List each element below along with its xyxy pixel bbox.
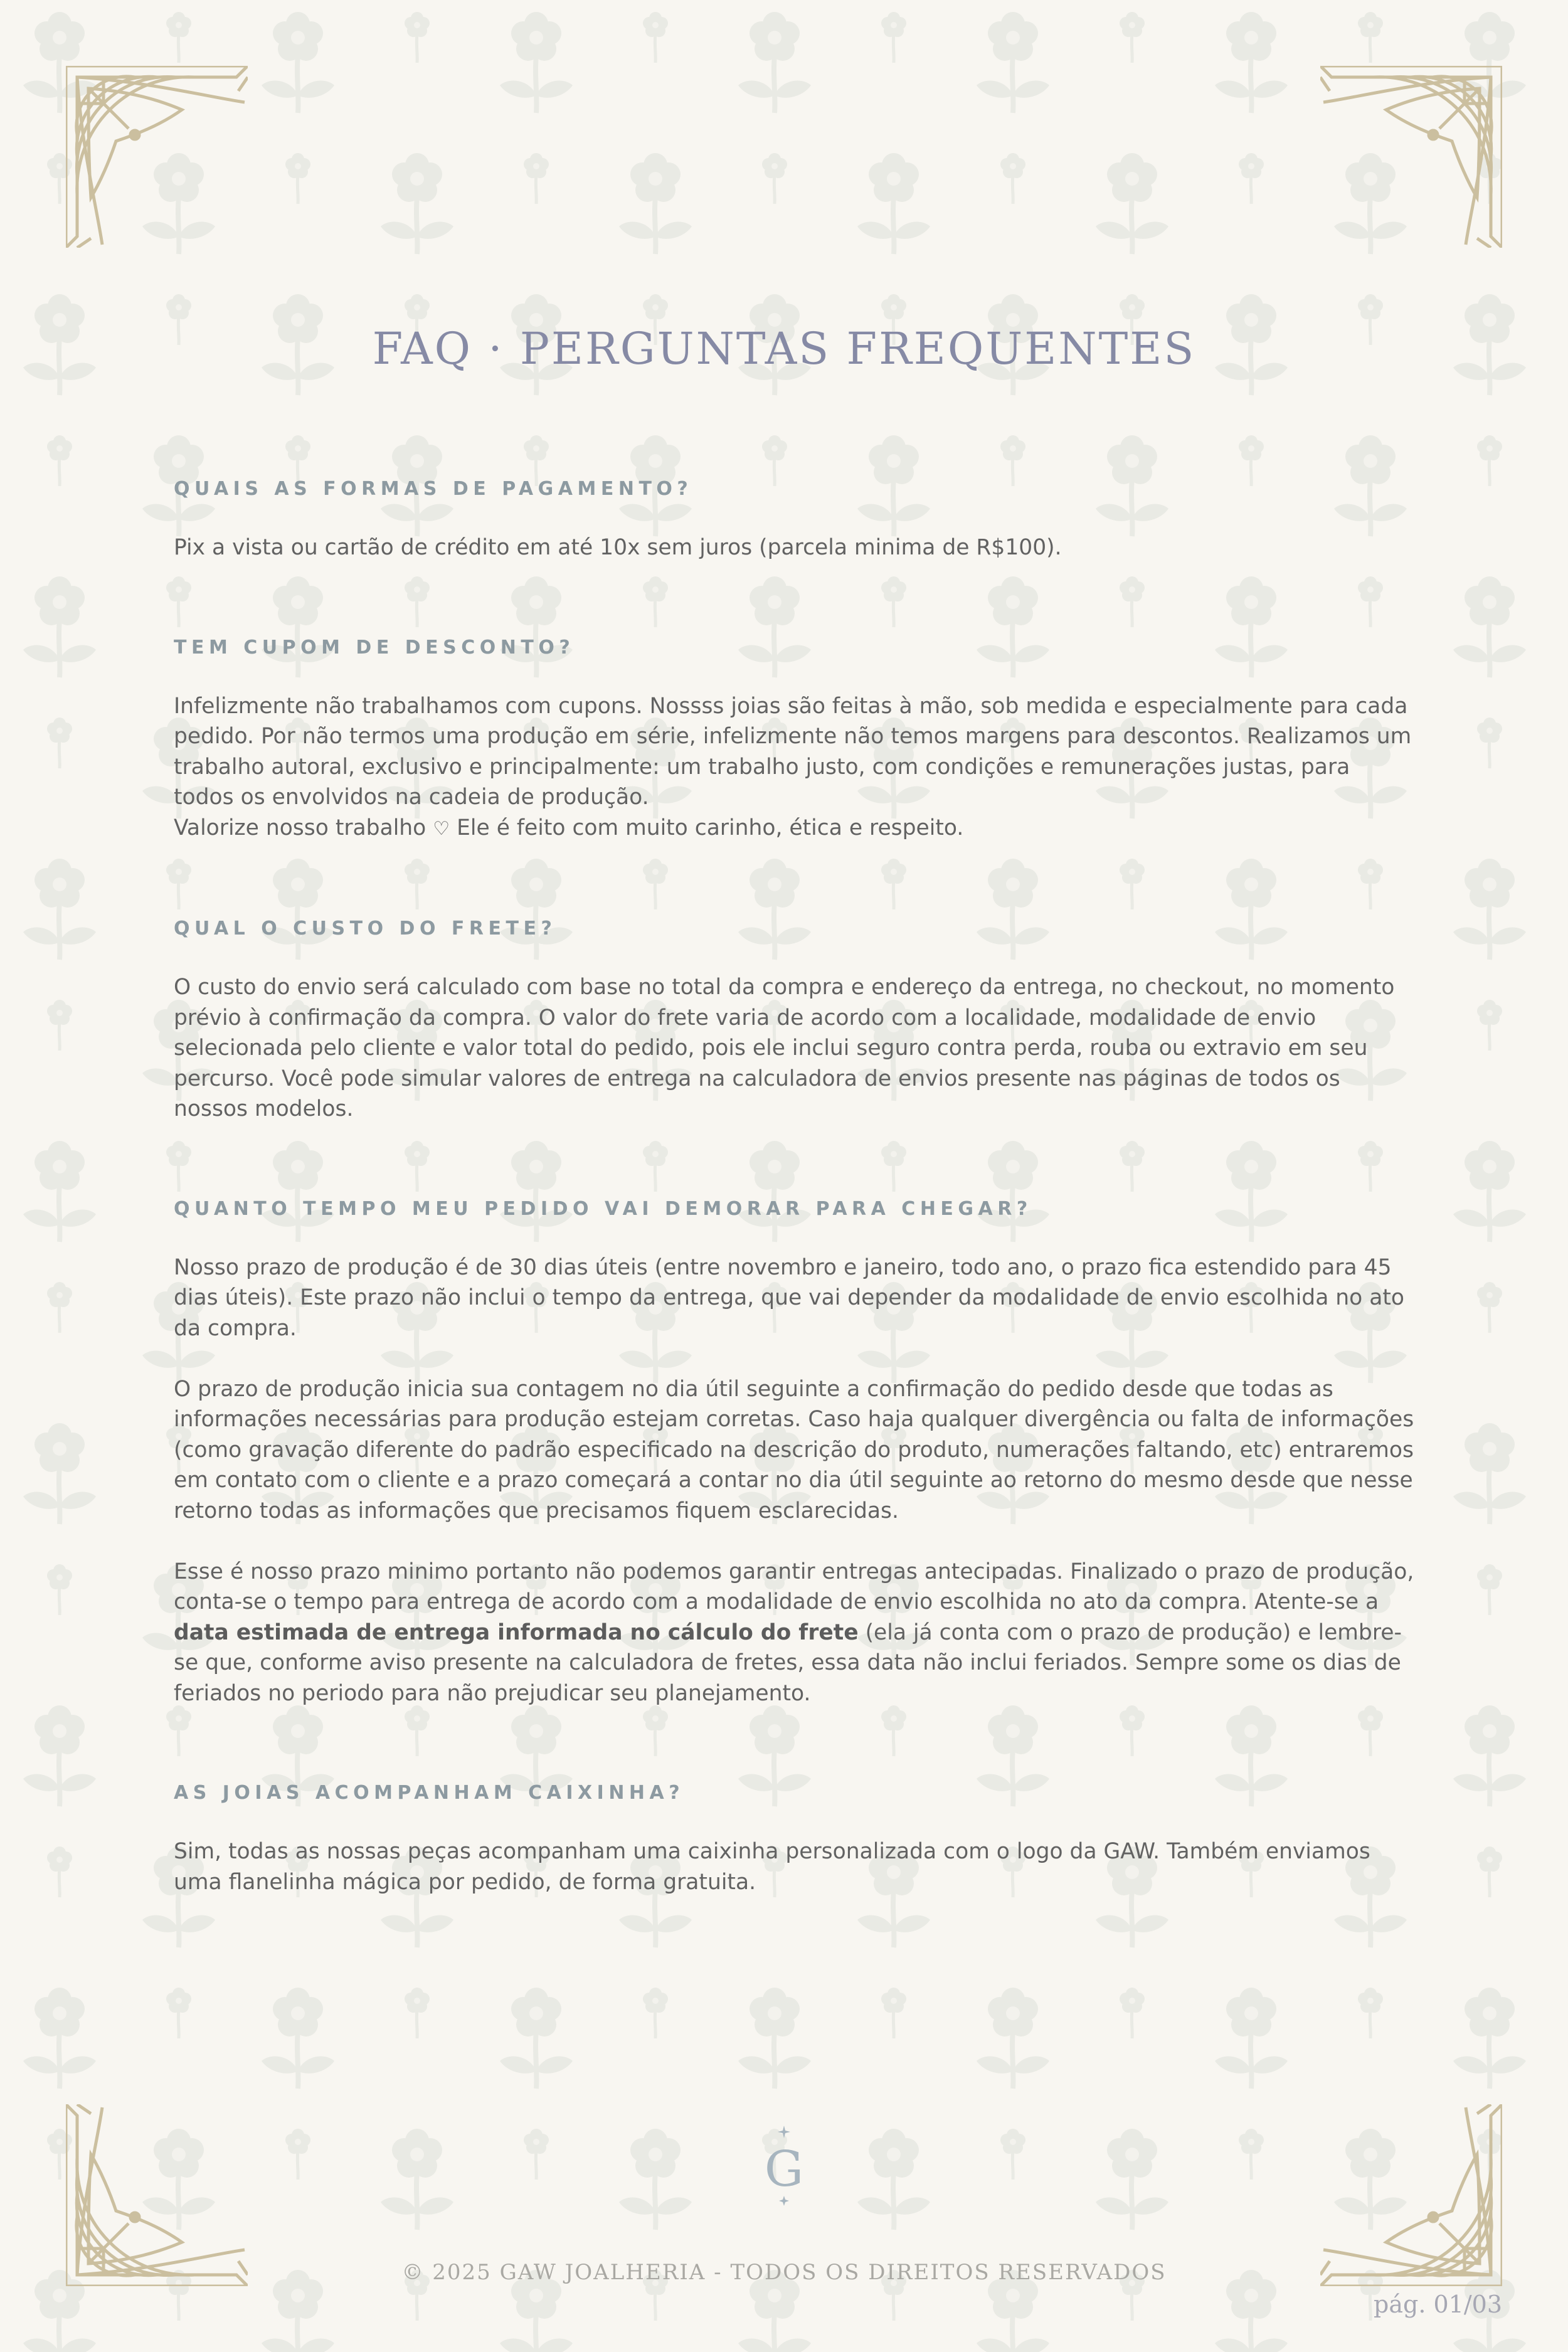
faq-item-box bbox=[174, 1777, 1416, 1897]
faq-answer-closing: Valorize nosso trabalho bbox=[174, 815, 426, 840]
faq-item-delivery-time bbox=[174, 1194, 1416, 1709]
faq-answer-text: (ela já conta com o prazo de produção) e lembre-se que, conforme aviso presente na calculadora de fretes, essa data não inclui feriados. Sempre some os dias de feriados no periodo para não prejudicar seu planejamento. bbox=[174, 1619, 1402, 1706]
faq-answer: O prazo de produção inicia sua contagem no dia útil seguinte a confirmação do pedido desde que todas as informações necessárias para produção estejam corretas. Caso haja qualquer divergência ou falta de informações (como gravação diferente do padrão especificado na descrição do produto, numerações faltando, etc) entraremos em contato com o cliente e a prazo começará a contar no dia útil seguinte ao retorno do mesmo desde que nesse retorno todas as informações que precisamos fiquem esclarecidas. bbox=[174, 1376, 1414, 1523]
faq-question: QUAIS AS FORMAS DE PAGAMENTO? bbox=[174, 478, 693, 500]
faq-answer bbox=[174, 691, 1416, 845]
faq-item-coupon bbox=[174, 632, 1416, 845]
corner-ornament-top-right bbox=[1320, 66, 1502, 248]
faq-item-payment bbox=[174, 474, 1416, 563]
heart-icon: ♡ bbox=[433, 817, 450, 840]
page-number: pág. 01/03 bbox=[1374, 2291, 1502, 2318]
faq-answer-emphasis: data estimada de entrega informada no cálculo do frete bbox=[174, 1619, 859, 1645]
faq-answer: O custo do envio será calculado com base no total da compra e endereço da entrega, no checkout, no momento prévio à confirmação da compra. O valor do frete varia de acordo com a localidade, modalidade de envio selecionada pelo cliente e valor total do pedido, pois ele inclui seguro contra perda, rouba ou extravio em seu percurso. Você pode simular valores de entrega na calculadora de envios presente nas páginas de todos os nossos modelos. bbox=[174, 975, 1395, 1121]
faq-item-shipping-cost bbox=[174, 913, 1416, 1125]
faq-question: TEM CUPOM DE DESCONTO? bbox=[174, 636, 575, 659]
corner-ornament-bottom-right bbox=[1320, 2104, 1502, 2286]
faq-answer: Nosso prazo de produção é de 30 dias úteis (entre novembro e janeiro, todo ano, o prazo fica estendido para 45 dias úteis). Este prazo não inclui o tempo da entrega, que vai depender da modalidade de envio escolhida no ato da compra. bbox=[174, 1254, 1405, 1341]
corner-ornament-top-left bbox=[66, 66, 248, 248]
logo-letter: G bbox=[764, 2141, 804, 2198]
copyright-footer: © 2025 GAW JOALHERIA - TODOS OS DIREITOS RESERVADOS bbox=[401, 2260, 1167, 2285]
faq-list bbox=[174, 474, 1416, 1966]
page-title: FAQ · PERGUNTAS FREQUENTES bbox=[372, 323, 1196, 374]
gaw-logo bbox=[753, 2123, 815, 2211]
faq-answer-text: Infelizmente não trabalhamos com cupons. Nossss joias são feitas à mão, sob medida e especialmente para cada pedido. Por não termos uma produção em série, infelizmente não temos margens para descontos. Realizamos um trabalho autoral, exclusivo e principalmente: um trabalho justo, com condições e remunerações justas, para todos os envolvidos na cadeia de produção. bbox=[174, 693, 1412, 810]
faq-question: AS JOIAS ACOMPANHAM CAIXINHA? bbox=[174, 1782, 685, 1804]
faq-answer-text: Esse é nosso prazo minimo portanto não podemos garantir entregas antecipadas. Finalizado o prazo de produção, conta-se o tempo para entrega de acordo com a modalidade de envio escolhida no ato da compra. Atente-se a bbox=[174, 1559, 1414, 1614]
faq-question: QUAL O CUSTO DO FRETE? bbox=[174, 918, 557, 940]
faq-answer bbox=[174, 1557, 1416, 1709]
corner-ornament-bottom-left bbox=[66, 2104, 248, 2286]
faq-answer: Pix a vista ou cartão de crédito em até 10x sem juros (parcela minima de R$100). bbox=[174, 535, 1062, 560]
faq-answer-closing-tail: Ele é feito com muito carinho, ética e respeito. bbox=[450, 815, 964, 840]
faq-question: QUANTO TEMPO MEU PEDIDO VAI DEMORAR PARA CHEGAR? bbox=[174, 1197, 1032, 1220]
faq-answer: Sim, todas as nossas peças acompanham uma caixinha personalizada com o logo da GAW. Também enviamos uma flanelinha mágica por pedido, de forma gratuita. bbox=[174, 1839, 1370, 1895]
